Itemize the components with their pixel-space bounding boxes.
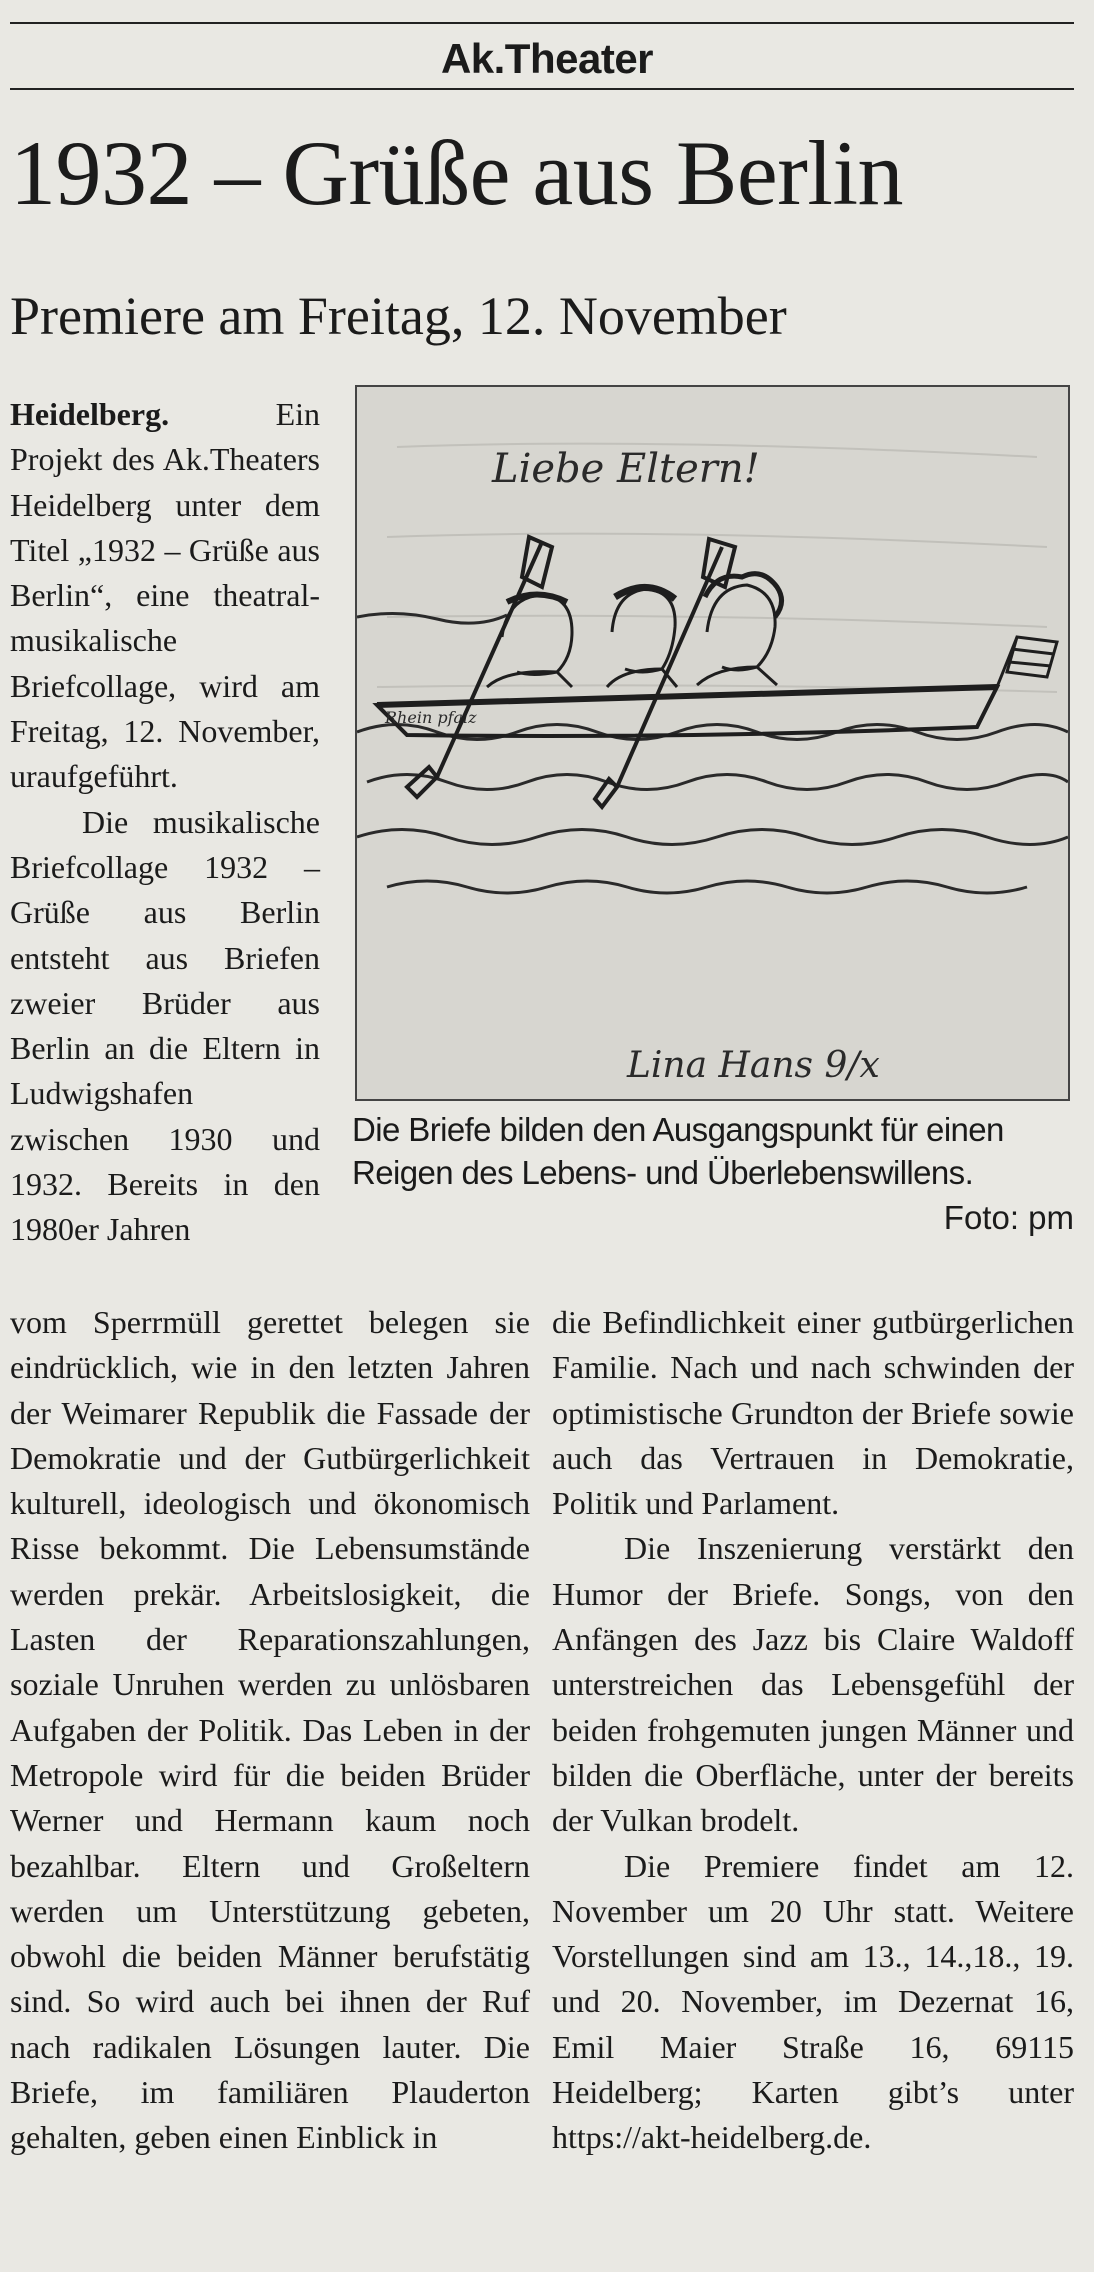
intro-paragraph-1 [10,392,320,800]
headline: 1932 – Grüße aus Berlin [10,122,904,224]
rowers [487,574,782,687]
right-paragraph-3: Die Premiere findet am 12. November um 20 Uhr statt. Weitere Vorstellungen sind am 13., 14.,18., 19. und 20. November, im Dezernat 16, Emil Maier Straße 16, 69115 Heidelberg; Karten gibt’s unter https://akt-heidelberg.de. [552,1847,1074,2156]
sketch-greeting: Liebe Eltern! [492,446,760,492]
section-rule [10,88,1074,90]
oars [407,537,735,807]
boat-label: Rhein pfalz [385,708,477,727]
subheadline: Premiere am Freitag, 12. November [10,286,787,346]
letter-sketch-photo [355,385,1070,1101]
article-intro [10,392,320,1253]
photo-credit: Foto: pm [943,1199,1074,1236]
article-column-right [552,1300,1074,2161]
intro-text-1: Ein Projekt des Ak.Theaters Heidelberg unter dem Titel „1932 – Grüße aus Berlin“, eine theatral-musikalische Briefcollage, wird am Freitag, 12. November, uraufgeführt. [10,396,320,795]
right-paragraph-2: Die Inszenierung verstärkt den Humor der Briefe. Songs, von den Anfängen des Jazz bis Claire Waldoff unterstreichen das Lebensgefühl der beiden frohgemuten jungen Männer und bilden die Oberfläche, unter der bereits der Vulkan brodelt. [552,1530,1074,1839]
boat-flag [997,637,1057,687]
top-rule [10,22,1074,24]
dateline: Heidelberg. [10,396,170,432]
article-column-left [10,1300,530,2161]
section-label: Ak.Theater [440,35,654,82]
sketch-signature: Lina Hans 9/x [627,1045,880,1086]
left-column-text: vom Sperrmüll gerettet belegen sie eindrücklich, wie in den letzten Jahren der Weimarer Republik die Fassade der Demokratie und der Gutbürgerlichkeit kulturell, ideologisch und ökonomisch Risse bekommt. Die Lebensumstände werden prekär. Arbeitslosigkeit, die Lasten der Reparationszahlungen, soziale Unruhen werden zu unlösbaren Aufgaben der Politik. Das Leben in der Metropole wird für die beiden Brüder Werner und Hermann kaum noch bezahlbar. Eltern und Großeltern werden um Unterstützung gebeten, obwohl die beiden Männer berufstätig sind. So wird auch bei ihnen der Ruf nach radikalen Lösungen lauter. Die Briefe, im familiären Plauderton gehalten, geben einen Einblick in [10,1304,530,2156]
rowing-boat-sketch [357,387,1068,1099]
intro-paragraph-2: Die musikalische Briefcollage 1932 – Grüße aus Berlin entsteht aus Briefen zweier Brüder aus Berlin an die Eltern in Ludwigshafen zwischen 1930 und 1932. Bereits in den 1980er Jahren [10,803,320,1248]
right-paragraph-1: die Befindlichkeit einer gutbürgerlichen Familie. Nach und nach schwinden der optimistische Grundton der Briefe sowie auch das Vertrauen in Demokratie, Politik und Parlament. [552,1304,1074,1522]
water-waves [357,613,1068,893]
photo-caption: Die Briefe bilden den Ausgangspunkt für einen Reigen des Lebens- und Überlebenswillens. [352,1111,1004,1191]
